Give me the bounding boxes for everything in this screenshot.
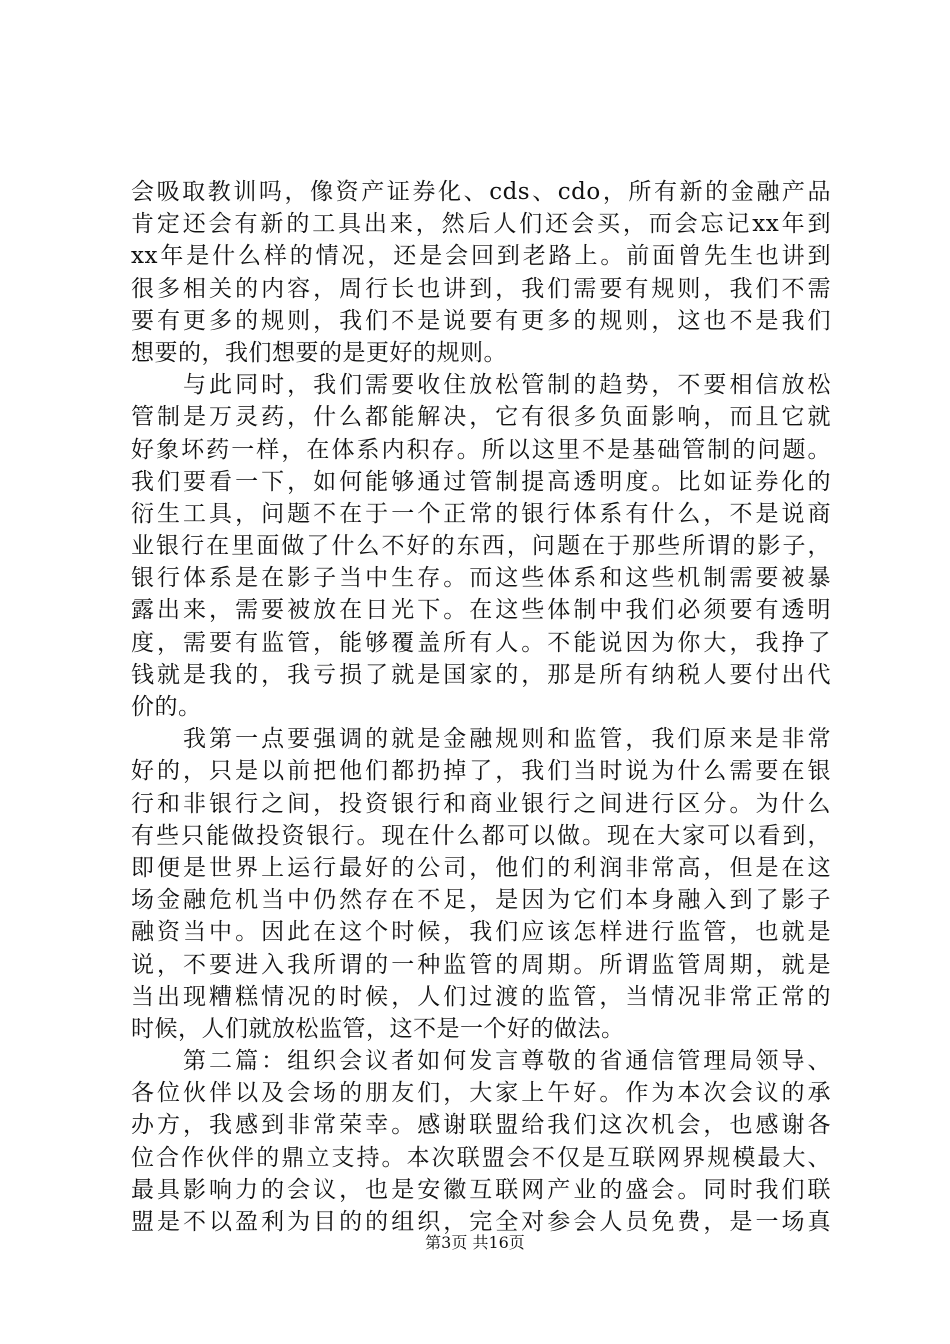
text-line: 盟是不以盈利为目的的组织，完全对参会人员免费，是一场真: [131, 1209, 831, 1235]
text-line: 衍生工具，问题不在于一个正常的银行体系有什么，不是说商: [131, 500, 831, 527]
text-line: 度，需要有监管，能够覆盖所有人。不能说因为你大，我挣了: [131, 629, 831, 656]
text-line: 第二篇：组织会议者如何发言尊敬的省通信管理局领导、: [131, 1048, 831, 1075]
text-line: 我第一点要强调的就是金融规则和监管，我们原来是非常: [131, 726, 831, 753]
text-line: 各位伙伴以及会场的朋友们，大家上午好。作为本次会议的承: [131, 1080, 831, 1107]
text-line: 融资当中。因此在这个时候，我们应该怎样进行监管，也就是: [131, 919, 831, 946]
text-line: 当出现糟糕情况的时候，人们过渡的监管，当情况非常正常的: [131, 983, 831, 1010]
text-line: 价的。: [131, 694, 202, 720]
text-line: 很多相关的内容，周行长也讲到，我们需要有规则，我们不需: [131, 275, 831, 302]
text-line: 想要的，我们想要的是更好的规则。: [131, 339, 507, 366]
text-line: 会吸取教训吗，像资产证券化、cds、cdo，所有新的金融产品: [131, 179, 831, 205]
text-line: 场金融危机当中仍然存在不足，是因为它们本身融入到了影子: [131, 887, 831, 914]
text-line: 管制是万灵药，什么都能解决，它有很多负面影响，而且它就: [131, 404, 831, 431]
page-footer: 第3页 共16页: [425, 1233, 525, 1252]
text-line: 位合作伙伴的鼎立支持。本次联盟会不仅是互联网界规模最大、: [131, 1144, 831, 1171]
text-line: 肯定还会有新的工具出来，然后人们还会买，而会忘记xx年到: [131, 211, 831, 238]
text-line: 露出来，需要被放在日光下。在这些体制中我们必须要有透明: [131, 597, 831, 624]
text-line: 好象坏药一样，在体系内积存。所以这里不是基础管制的问题。: [131, 436, 831, 463]
text-line: 业银行在里面做了什么不好的东西，问题在于那些所谓的影子，: [131, 533, 831, 560]
document-body: [131, 176, 831, 1238]
text-line: 与此同时，我们需要收住放松管制的趋势，不要相信放松: [131, 372, 831, 399]
text-line: 钱就是我的，我亏损了就是国家的，那是所有纳税人要付出代: [131, 661, 831, 688]
text-line: 我们要看一下，如何能够通过管制提高透明度。比如证券化的: [131, 468, 831, 495]
text-line: 说，不要进入我所谓的一种监管的周期。所谓监管周期，就是: [131, 951, 831, 978]
text-line: 行和非银行之间，投资银行和商业银行之间进行区分。为什么: [131, 790, 831, 817]
text-line: 即便是世界上运行最好的公司，他们的利润非常高，但是在这: [131, 854, 831, 881]
text-line: 最具影响力的会议，也是安徽互联网产业的盛会。同时我们联: [131, 1176, 831, 1203]
text-line: 有些只能做投资银行。现在什么都可以做。现在大家可以看到，: [131, 822, 831, 849]
text-line: xx年是什么样的情况，还是会回到老路上。前面曾先生也讲到: [131, 243, 831, 270]
text-line: 银行体系是在影子当中生存。而这些体系和这些机制需要被暴: [131, 565, 831, 592]
text-line: 好的，只是以前把他们都扔掉了，我们当时说为什么需要在银: [131, 758, 831, 785]
text-line: 要有更多的规则，我们不是说要有更多的规则，这也不是我们: [131, 307, 831, 334]
text-line: 时候，人们就放松监管，这不是一个好的做法。: [131, 1015, 625, 1042]
text-line: 办方，我感到非常荣幸。感谢联盟给我们这次机会，也感谢各: [131, 1112, 831, 1139]
